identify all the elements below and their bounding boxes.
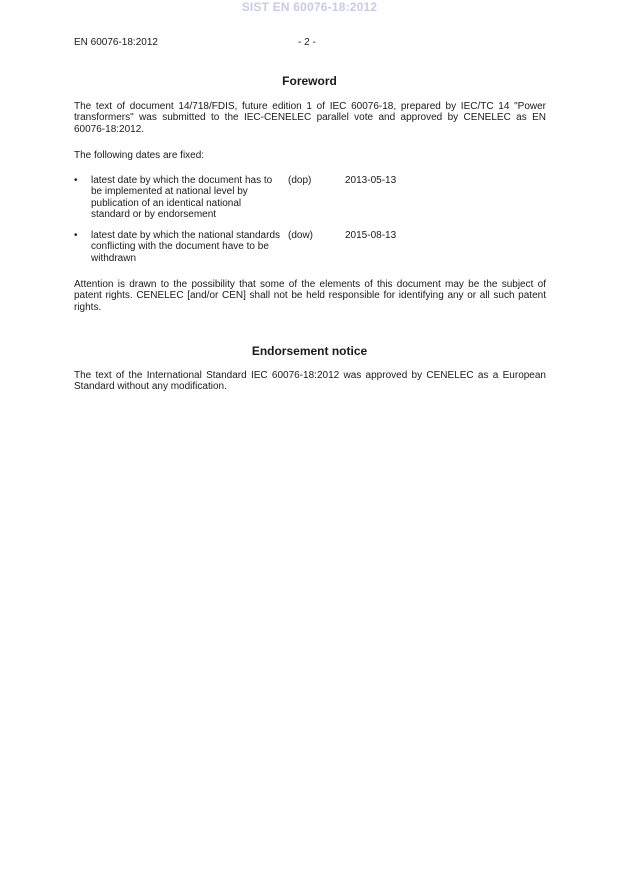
date-value: 2015-08-13 bbox=[345, 230, 397, 241]
date-description: latest date by which the document has to be implemented at national level by publication of an identical national standard or by endorsement bbox=[91, 175, 273, 221]
foreword-paragraph-3: Attention is drawn to the possibility that some of the elements of this document may be the subject of patent rights. CENELEC [and/or CEN] shall not be held responsible for identifying any or all such patent rights. bbox=[74, 279, 546, 313]
foreword-paragraph-1: The text of document 14/718/FDIS, future edition 1 of IEC 60076-18, prepared by IEC/TC 14 "Power transformers" was submitted to the IEC-CENELEC parallel vote and approved by CENELEC as EN 60076-18:2012. bbox=[74, 101, 546, 135]
bullet-icon: • bbox=[74, 175, 78, 186]
document-id: EN 60076-18:2012 bbox=[74, 37, 158, 48]
date-code: (dow) bbox=[288, 230, 314, 241]
date-code: (dop) bbox=[288, 175, 312, 186]
endorsement-heading: Endorsement notice bbox=[251, 344, 368, 358]
watermark: SIST EN 60076-18:2012 bbox=[241, 0, 378, 14]
page-number: - 2 - bbox=[298, 37, 316, 48]
bullet-icon: • bbox=[74, 230, 78, 241]
endorsement-paragraph: The text of the International Standard IEC 60076-18:2012 was approved by CENELEC as a European Standard without any modification. bbox=[74, 370, 546, 393]
date-value: 2013-05-13 bbox=[345, 175, 397, 186]
date-description: latest date by which the national standards conflicting with the document have to be withdrawn bbox=[91, 230, 281, 264]
foreword-paragraph-2: The following dates are fixed: bbox=[74, 150, 205, 161]
foreword-heading: Foreword bbox=[282, 74, 337, 88]
